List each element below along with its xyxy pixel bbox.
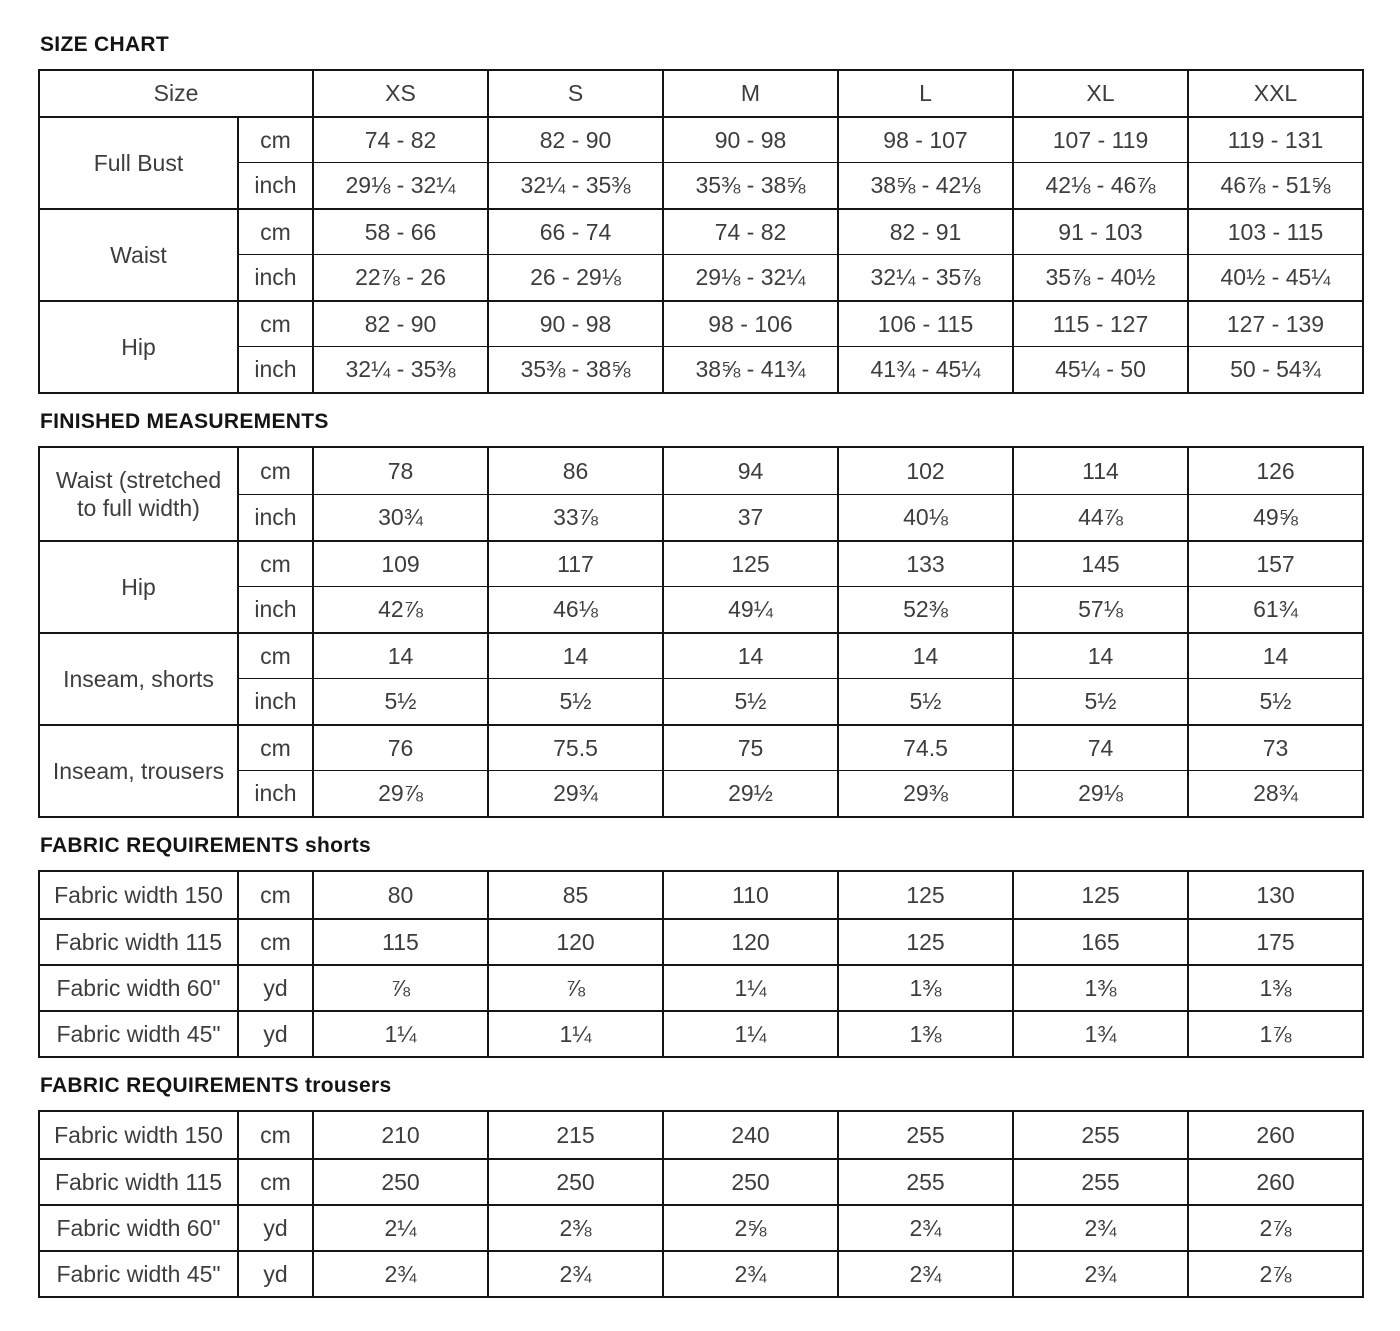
value-cell: 120 [487,918,662,964]
value-cell: 1⅜ [1012,964,1187,1010]
row-label: Hip [40,300,237,392]
value-cell: 66 - 74 [487,208,662,254]
fabric-requirements-trousers-body [40,1112,1362,1296]
unit-label: cm [237,632,312,678]
unit-label: inch [237,586,312,632]
value-cell: 98 - 106 [662,300,837,346]
row-label: Full Bust [40,116,237,208]
size-column-header-l: L [837,71,1012,116]
fabric-requirements-shorts-title: FABRIC REQUIREMENTS shorts [40,834,371,857]
value-cell: 26 - 29⅛ [487,254,662,300]
value-cell: 14 [662,632,837,678]
row-label: Hip [40,540,237,632]
value-cell: 90 - 98 [487,300,662,346]
value-cell: 49⅝ [1187,494,1362,540]
unit-label: inch [237,494,312,540]
table-row [40,872,1362,918]
value-cell: 125 [837,918,1012,964]
value-cell: 133 [837,540,1012,586]
value-cell: 2¼ [312,1204,487,1250]
value-cell: 2⅞ [1187,1250,1362,1296]
row-label: Fabric width 150 [54,1121,223,1148]
value-cell: 86 [487,448,662,494]
value-cell: 46⅞ - 51⅝ [1187,162,1362,208]
value-cell: 14 [312,632,487,678]
value-cell: 255 [1012,1112,1187,1158]
finished-measurements-table [38,446,1364,818]
unit-label: inch [237,254,312,300]
value-cell: 1¼ [312,1010,487,1056]
fabric-requirements-shorts-body [40,872,1362,1056]
value-cell: 14 [1012,632,1187,678]
value-cell: 114 [1012,448,1187,494]
table-row [40,918,1362,964]
value-cell: 260 [1187,1158,1362,1204]
fabric-requirements-trousers-table [38,1110,1364,1298]
value-cell: 28¾ [1187,770,1362,816]
value-cell: 1⅜ [837,1010,1012,1056]
value-cell: 1¼ [662,964,837,1010]
unit-label: inch [237,162,312,208]
value-cell: 255 [1012,1158,1187,1204]
row-label: Waist (stretched to full width) [55,466,222,521]
unit-label: cm [237,540,312,586]
value-cell: 78 [312,448,487,494]
size-header-label: Size [153,80,199,107]
value-cell: 215 [487,1112,662,1158]
row-label: Inseam, trousers [40,724,237,816]
value-cell: 75.5 [487,724,662,770]
value-cell: 74 - 82 [662,208,837,254]
value-cell: 33⅞ [487,494,662,540]
value-cell: 82 - 90 [312,300,487,346]
value-cell: 250 [487,1158,662,1204]
value-cell: 41¾ - 45¼ [837,346,1012,392]
unit-label: cm [237,1112,312,1158]
value-cell: 58 - 66 [312,208,487,254]
value-cell: 61¾ [1187,586,1362,632]
table-row [40,162,1362,208]
fabric-requirements-trousers-title: FABRIC REQUIREMENTS trousers [40,1074,392,1097]
value-cell: 125 [1012,872,1187,918]
value-cell: 127 - 139 [1187,300,1362,346]
size-column-header-xxl: XXL [1187,71,1362,116]
value-cell: 2¾ [837,1250,1012,1296]
row-label: Inseam, shorts [40,632,237,724]
value-cell: 2⅜ [487,1204,662,1250]
value-cell: 2⅞ [1187,1204,1362,1250]
value-cell: 85 [487,872,662,918]
unit-label: cm [237,872,312,918]
value-cell: 29⅜ [837,770,1012,816]
value-cell: 38⅝ - 42⅛ [837,162,1012,208]
value-cell: 103 - 115 [1187,208,1362,254]
value-cell: 2¾ [837,1204,1012,1250]
value-cell: 175 [1187,918,1362,964]
value-cell: 250 [312,1158,487,1204]
table-row [40,724,1362,770]
value-cell: 50 - 54¾ [1187,346,1362,392]
value-cell: 29⅛ - 32¼ [662,254,837,300]
value-cell: 74 [1012,724,1187,770]
value-cell: 14 [837,632,1012,678]
row-label: Fabric width 115 [40,918,237,964]
value-cell: 42⅞ [312,586,487,632]
value-cell: 35⅜ - 38⅝ [662,162,837,208]
value-cell: 52⅜ [837,586,1012,632]
table-row [40,1204,1362,1250]
value-cell: 76 [312,724,487,770]
table-row [40,448,1362,494]
table-row [40,208,1362,254]
value-cell: 46⅛ [487,586,662,632]
value-cell: 125 [837,872,1012,918]
value-cell: 2⅝ [662,1204,837,1250]
value-cell: 74.5 [837,724,1012,770]
unit-label: cm [237,1158,312,1204]
value-cell: 255 [837,1158,1012,1204]
unit-label: inch [237,678,312,724]
value-cell: 157 [1187,540,1362,586]
value-cell: 82 - 91 [837,208,1012,254]
unit-label: yd [237,1204,312,1250]
row-label: Fabric width 60" [40,1204,237,1250]
size-chart-body [40,116,1362,392]
value-cell: 29⅞ [312,770,487,816]
unit-label: yd [237,1250,312,1296]
unit-label: cm [237,724,312,770]
value-cell: 5½ [1012,678,1187,724]
value-cell: 110 [662,872,837,918]
value-cell: 115 [312,918,487,964]
value-cell: 5½ [487,678,662,724]
value-cell: 57⅛ [1012,586,1187,632]
value-cell: 44⅞ [1012,494,1187,540]
value-cell: 74 - 82 [312,116,487,162]
value-cell: 1¼ [662,1010,837,1056]
value-cell: 260 [1187,1112,1362,1158]
value-cell: 42⅛ - 46⅞ [1012,162,1187,208]
value-cell: 82 - 90 [487,116,662,162]
value-cell: 35⅜ - 38⅝ [487,346,662,392]
value-cell: 130 [1187,872,1362,918]
value-cell: 80 [312,872,487,918]
unit-label: yd [237,964,312,1010]
value-cell: 40⅛ [837,494,1012,540]
value-cell: 109 [312,540,487,586]
value-cell: 22⅞ - 26 [312,254,487,300]
unit-label: cm [237,448,312,494]
value-cell: 49¼ [662,586,837,632]
unit-label: cm [237,116,312,162]
row-label: Fabric width 60" [40,964,237,1010]
value-cell: 29⅛ - 32¼ [312,162,487,208]
table-row [40,1112,1362,1158]
value-cell: 240 [662,1112,837,1158]
value-cell: 1⅞ [1187,1010,1362,1056]
value-cell: 32¼ - 35⅜ [312,346,487,392]
table-row [40,678,1362,724]
size-column-header-xs: XS [312,71,487,116]
value-cell: 37 [662,494,837,540]
value-cell: 2¾ [487,1250,662,1296]
value-cell: 102 [837,448,1012,494]
value-cell: 119 - 131 [1187,116,1362,162]
value-cell: 75 [662,724,837,770]
table-row [40,254,1362,300]
table-row [40,346,1362,392]
fabric-requirements-shorts-table [38,870,1364,1058]
row-label: Fabric width 150 [54,881,223,908]
value-cell: 29⅛ [1012,770,1187,816]
unit-label: cm [237,918,312,964]
value-cell: 29½ [662,770,837,816]
size-chart-title: SIZE CHART [40,33,169,56]
value-cell: 1¾ [1012,1010,1187,1056]
value-cell: 120 [662,918,837,964]
value-cell: 255 [837,1112,1012,1158]
value-cell: 30¾ [312,494,487,540]
value-cell: 2¾ [1012,1204,1187,1250]
value-cell: 2¾ [662,1250,837,1296]
value-cell: 94 [662,448,837,494]
value-cell: 117 [487,540,662,586]
value-cell: 1⅜ [1187,964,1362,1010]
value-cell: 29¾ [487,770,662,816]
value-cell: 38⅝ - 41¾ [662,346,837,392]
value-cell: 98 - 107 [837,116,1012,162]
value-cell: 165 [1012,918,1187,964]
value-cell: 106 - 115 [837,300,1012,346]
value-cell: 35⅞ - 40½ [1012,254,1187,300]
value-cell: 32¼ - 35⅞ [837,254,1012,300]
value-cell: 32¼ - 35⅜ [487,162,662,208]
unit-label: cm [237,300,312,346]
value-cell: 210 [312,1112,487,1158]
size-header-row [40,71,1362,116]
value-cell: 145 [1012,540,1187,586]
value-cell: 5½ [1187,678,1362,724]
value-cell: 125 [662,540,837,586]
value-cell: 91 - 103 [1012,208,1187,254]
value-cell: 5½ [662,678,837,724]
table-row [40,116,1362,162]
value-cell: 107 - 119 [1012,116,1187,162]
table-row [40,300,1362,346]
value-cell: 126 [1187,448,1362,494]
value-cell: ⅞ [312,964,487,1010]
table-row [40,964,1362,1010]
value-cell: ⅞ [487,964,662,1010]
value-cell: 2¾ [312,1250,487,1296]
value-cell: 45¼ - 50 [1012,346,1187,392]
value-cell: 90 - 98 [662,116,837,162]
table-row [40,1250,1362,1296]
value-cell: 5½ [837,678,1012,724]
row-label: Waist [40,208,237,300]
finished-measurements-title: FINISHED MEASUREMENTS [40,410,329,433]
value-cell: 5½ [312,678,487,724]
table-row [40,632,1362,678]
value-cell: 14 [1187,632,1362,678]
unit-label: cm [237,208,312,254]
row-label: Fabric width 45" [40,1250,237,1296]
size-column-header-s: S [487,71,662,116]
value-cell: 115 - 127 [1012,300,1187,346]
value-cell: 14 [487,632,662,678]
table-row [40,1010,1362,1056]
value-cell: 250 [662,1158,837,1204]
table-row [40,586,1362,632]
table-row [40,540,1362,586]
table-row [40,1158,1362,1204]
size-column-header-m: M [662,71,837,116]
table-row [40,770,1362,816]
table-row [40,494,1362,540]
size-column-header-xl: XL [1012,71,1187,116]
row-label: Fabric width 45" [40,1010,237,1056]
value-cell: 73 [1187,724,1362,770]
unit-label: yd [237,1010,312,1056]
finished-measurements-body [40,448,1362,816]
size-chart-table [38,69,1364,394]
value-cell: 2¾ [1012,1250,1187,1296]
unit-label: inch [237,346,312,392]
value-cell: 40½ - 45¼ [1187,254,1362,300]
unit-label: inch [237,770,312,816]
value-cell: 1⅜ [837,964,1012,1010]
row-label: Fabric width 115 [40,1158,237,1204]
value-cell: 1¼ [487,1010,662,1056]
